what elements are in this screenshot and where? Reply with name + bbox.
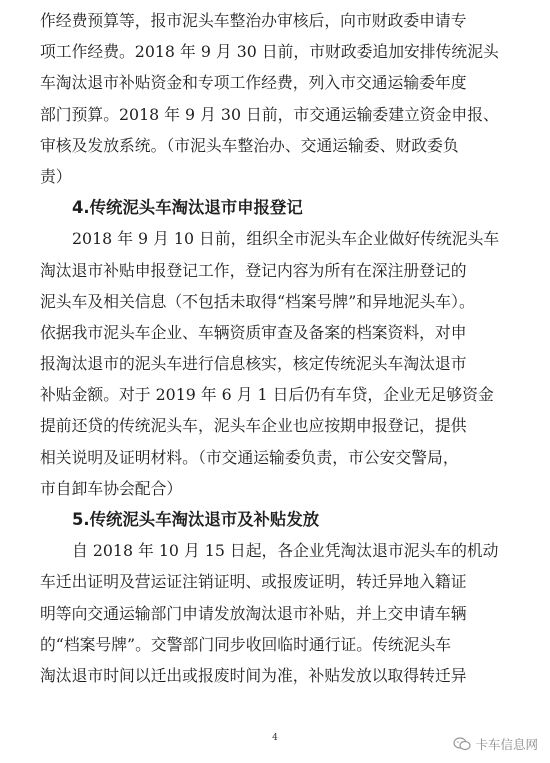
text-line: 依据我市泥头车企业、车辆资质审查及备案的档案资料，对申 — [40, 322, 467, 342]
text-line: 审核及发放系统。（市泥头车整治办、交通运输委、财政委负 — [40, 135, 459, 155]
text-line: 项工作经费。2018 年 9 月 30 日前，市财政委追加安排传统泥头 — [40, 42, 499, 62]
text-line: 报淘汰退市的泥头车进行信息核实，核定传统泥头车淘汰退市 — [40, 354, 467, 374]
text-line: 自 2018 年 10 月 15 日起，各企业凭淘汰退市泥头车的机动 — [72, 541, 499, 561]
text-line: 车迁出证明及营运证注销证明、或报废证明，转迁异地入籍证 — [40, 572, 467, 592]
watermark — [453, 735, 538, 753]
page-number: 4 — [272, 733, 278, 743]
text-line: 相关说明及证明材料。（市交通运输委负责，市公安交警局， — [40, 447, 459, 467]
text-line: 车淘汰退市补贴资金和专项工作经费，列入市交通运输委年度 — [40, 73, 467, 93]
text-line: 淘汰退市补贴申报登记工作，登记内容为所有在深注册登记的 — [40, 260, 467, 280]
text-line: 泥头车及相关信息（不包括未取得“档案号牌”和异地泥头车）。 — [40, 291, 475, 311]
text-line: 2018 年 9 月 10 日前，组织全市泥头车企业做好传统泥头车 — [72, 229, 500, 249]
text-line: 淘汰退市时间以迁出或报废时间为准，补贴发放以取得转迁异 — [40, 665, 467, 685]
section-heading: 4.传统泥头车淘汰退市申报登记 — [72, 198, 303, 218]
text-line: 市自卸车协会配合） — [40, 478, 183, 498]
section-heading: 5.传统泥头车淘汰退市及补贴发放 — [72, 510, 320, 529]
text-line: 提前还贷的传统泥头车，泥头车企业也应按期申报登记，提供 — [40, 416, 467, 436]
watermark-text: 卡车信息网 — [475, 737, 538, 752]
text-line: 作经费预算等，报市泥头车整治办审核后，向市财政委申请专 — [40, 11, 467, 30]
text-line: 的“档案号牌”。交警部门同步收回临时通行证。传统泥头车 — [40, 634, 452, 654]
wechat-icon — [453, 737, 471, 751]
text-line: 明等向交通运输部门申请发放淘汰退市补贴，并上交申请车辆 — [40, 603, 467, 623]
document-body — [40, 5, 510, 691]
text-line: 部门预算。2018 年 9 月 30 日前，市交通运输委建立资金申报、 — [40, 104, 499, 124]
text-line: 责） — [40, 166, 72, 186]
text-line: 补贴金额。对于 2019 年 6 月 1 日后仍有车贷，企业无足够资金 — [40, 385, 494, 405]
